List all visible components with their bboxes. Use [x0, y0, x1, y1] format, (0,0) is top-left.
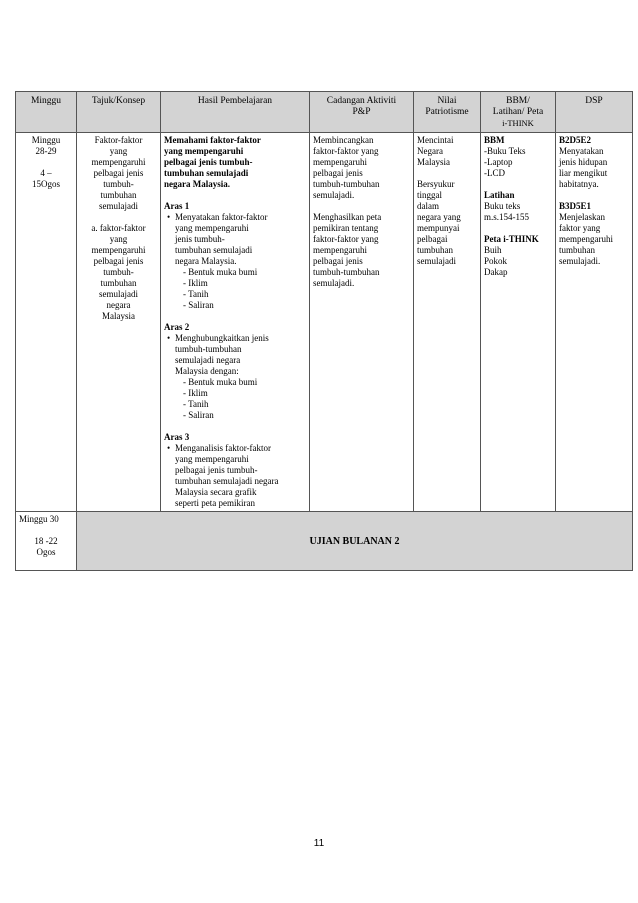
aras-1-title: Aras 1: [164, 201, 190, 211]
dsp-2-code: B3D5E1: [559, 201, 592, 211]
table-row-week-30: [16, 512, 633, 571]
table-header-row: [16, 92, 633, 133]
topic-sub: a. faktor-faktor yang mempengaruhi pelbagai jenis tumbuh- tumbuhan semulajadi negara Malaysia: [91, 223, 146, 321]
cell-minggu-30: [16, 512, 77, 571]
cell-dsp: [556, 133, 633, 512]
lesson-plan-table: [15, 91, 633, 571]
aras-2-items: - Bentuk muka bumi - Iklim - Tanih - Saliran: [183, 377, 258, 420]
bbm-items: -Buku Teks -Laptop -LCD: [484, 146, 526, 178]
value-1: Mencintai Negara Malaysia: [417, 135, 454, 167]
exam-banner: [77, 512, 633, 571]
dsp-1-text: Menyatakan jenis hidupan liar mengikut habitatnya.: [559, 146, 608, 189]
latihan-text: Buku teks m.s.154-155: [484, 201, 529, 222]
header-hasil: Hasil Pembelajaran: [161, 92, 310, 133]
aras-2-title: Aras 2: [164, 322, 190, 332]
header-tajuk: Tajuk/Konsep: [77, 92, 161, 133]
table-row-week-28-29: [16, 133, 633, 512]
cell-hasil: [161, 133, 310, 512]
page-number: 11: [313, 838, 325, 849]
cell-minggu: [16, 133, 77, 512]
value-2: Bersyukur tinggal dalam negara yang mempunyai pelbagai tumbuhan semulajadi: [417, 179, 461, 266]
dsp-2-text: Menjelaskan faktor yang mempengaruhi tumbuhan semulajadi.: [559, 212, 613, 266]
header-minggu: Minggu: [16, 92, 77, 133]
aras-1-items: - Bentuk muka bumi - Iklim - Tanih - Saliran: [183, 267, 258, 310]
week-30-label: Minggu 30: [19, 514, 59, 524]
cell-nilai: [414, 133, 481, 512]
activity-2: Menghasilkan peta pemikiran tentang faktor-faktor yang mempengaruhi pelbagai jenis tumbuh-tumbuhan semulajadi.: [313, 212, 382, 288]
dsp-1-code: B2D5E2: [559, 135, 592, 145]
header-dsp: DSP: [556, 92, 633, 133]
learning-outcome-intro: Memahami faktor-faktor yang mempengaruhi pelbagai jenis tumbuh- tumbuhan semulajadi negara Malaysia.: [164, 135, 261, 189]
header-bbm: BBM/ Latihan/ Peta i-THINK: [481, 92, 556, 133]
header-nilai: Nilai Patriotisme: [414, 92, 481, 133]
week-30-dates: 18 -22 Ogos: [34, 536, 58, 557]
activity-1: Membincangkan faktor-faktor yang mempengaruhi pelbagai jenis tumbuh-tumbuhan semulajadi.: [313, 135, 380, 200]
cell-cadangan: [310, 133, 414, 512]
peta-items: Buih Pokok Dakap: [484, 245, 508, 277]
cell-tajuk: [77, 133, 161, 512]
header-bbm-ithink: i-THINK: [502, 118, 534, 128]
aras-1-bullet: • Menyatakan faktor-faktor yang mempengaruhi jenis tumbuh- tumbuhan semulajadi negara Malaysia.: [164, 212, 306, 267]
header-cadangan: Cadangan Aktiviti P&P: [310, 92, 414, 133]
topic-main: Faktor-faktor yang mempengaruhi pelbagai jenis tumbuh- tumbuhan semulajadi: [91, 135, 146, 211]
cell-bbm: [481, 133, 556, 512]
aras-3-title: Aras 3: [164, 432, 190, 442]
latihan-title: Latihan: [484, 190, 515, 200]
aras-3-bullet: • Menganalisis faktor-faktor yang mempengaruhi pelbagai jenis tumbuh- tumbuhan semulajadi negara Malaysia secara grafik seperti peta pemikiran: [164, 443, 306, 509]
peta-title: Peta i-THINK: [484, 234, 539, 244]
aras-2-bullet: • Menghubungkaitkan jenis tumbuh-tumbuhan semulajadi negara Malaysia dengan:: [164, 333, 306, 377]
exam-title: UJIAN BULANAN 2: [309, 535, 400, 547]
bbm-title: BBM: [484, 135, 505, 145]
week-dates: Minggu 28-29 4 – 15Ogos: [31, 135, 61, 189]
